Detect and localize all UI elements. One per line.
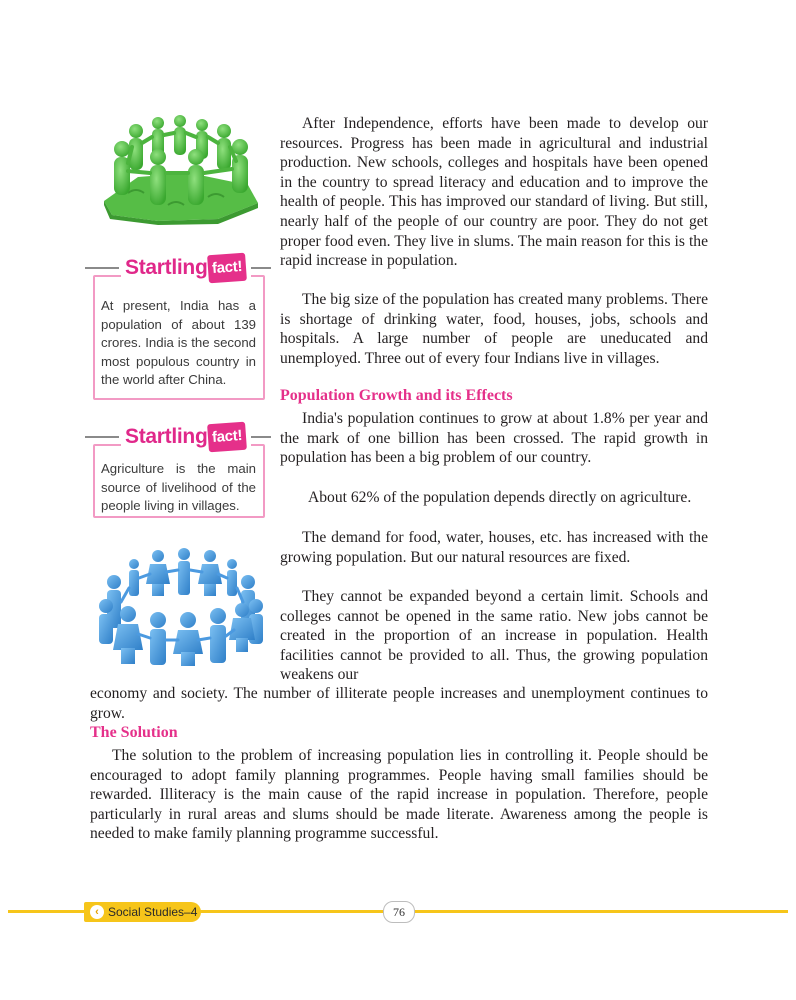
paragraph-population-size: The big size of the population has created many problems. There is shortage of drinking water, food, houses, jobs, schools and hospitals. A large number of people are uneducated and unemployed. Three out of every four Indians live in villages. (280, 291, 708, 367)
page-number: 76 (383, 901, 415, 923)
paragraph-independence: After Independence, efforts have been made to develop our resources. Progress has been made in agricultural and industrial production. New schools, colleges and hospitals have been opened in the country to spread literacy and education and to improve the health of people. This has improved our standard of living. But still, nearly half of the people of our country are poor. They do not get proper food even. They live in slums. The main reason for this is the rapid increase in population. (280, 115, 708, 270)
fact-text: Agriculture is the main source of livelihood of the people living in villages. (101, 461, 256, 514)
fact-badge: fact! (208, 253, 248, 284)
green-people-puzzle-illustration (98, 115, 264, 225)
paragraph-limits-continued: economy and society. The number of illiterate people increases and unemployment continues to grow. (90, 685, 708, 722)
chevron-left-icon: ‹ (90, 905, 104, 919)
fact-text: At present, India has a population of about 139 crores. India is the second most populous country in the world after China. (101, 298, 256, 388)
startling-fact-heading: Startling fact! (121, 424, 251, 453)
blue-people-circle-illustration (96, 548, 266, 668)
paragraph-solution: The solution to the problem of increasing population lies in controlling it. People should be encouraged to adopt family planning programmes. People having small families should be rewarded. Illiteracy is the main cause of the rapid increase in population. Therefore, people particularly in rural areas and slums should be made literate. Awareness among the people is needed to make family planning programme successful. (90, 747, 708, 843)
startling-fact-box-2 (93, 425, 265, 518)
paragraph-agriculture: About 62% of the population depends directly on agriculture. (308, 489, 692, 506)
startling-fact-title (95, 424, 263, 450)
footer-book-tab (84, 902, 201, 922)
paragraph-growth-rate: India's population continues to grow at about 1.8% per year and the mark of one billion has been crossed. The rapid growth in population has been a big problem of our country. (280, 410, 708, 467)
startling-fact-box-1 (93, 256, 265, 400)
footer-book-title: Social Studies–4 (108, 905, 198, 919)
paragraph-demand: The demand for food, water, houses, etc. has increased with the growing population. But our natural resources are fixed. (280, 529, 708, 566)
startling-fact-heading: Startling fact! (121, 255, 251, 284)
section-heading-solution: The Solution (90, 724, 178, 741)
startling-fact-title (95, 255, 263, 281)
paragraph-limits: They cannot be expanded beyond a certain limit. Schools and colleges cannot be opened in the same ratio. New jobs cannot be created in the proportion of an increase in population. Health facilities cannot be provided to all. Thus, the growing population weakens our (280, 588, 708, 684)
footer-line-right (413, 910, 788, 913)
section-heading-population-growth: Population Growth and its Effects (280, 387, 513, 404)
fact-badge: fact! (208, 422, 248, 453)
